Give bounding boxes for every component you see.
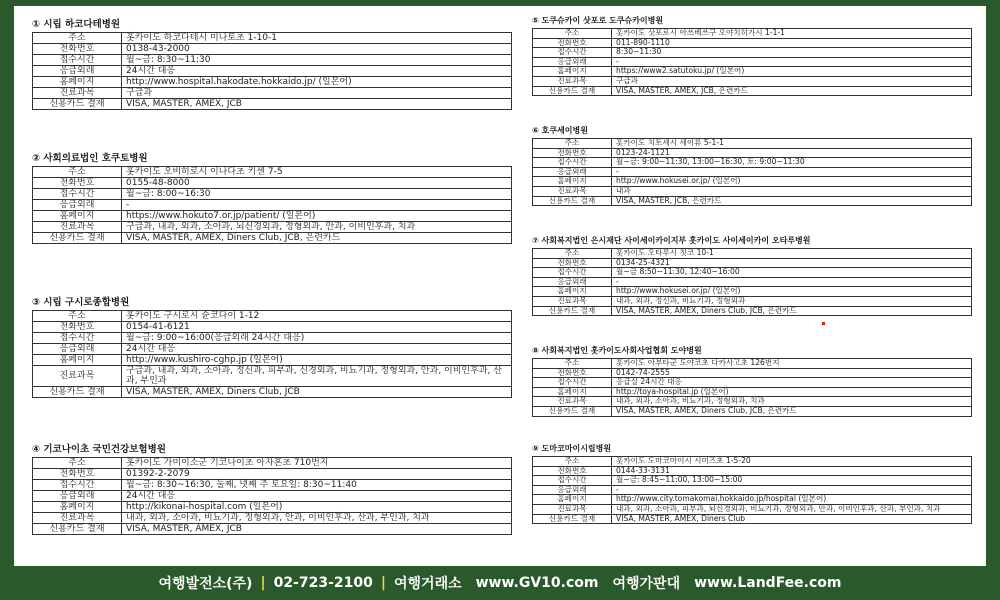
- field-value: 월~금: 8:00~16:30: [122, 189, 512, 200]
- hospital-block: [532, 124, 972, 206]
- hospital-title: ③ 시립 구시로종합병원: [32, 297, 130, 308]
- field-value: VISA, MASTER, AMEX, JCB: [122, 99, 512, 110]
- field-label: 신용카드 결재: [33, 99, 122, 110]
- field-value: 0155-48-8000: [122, 178, 512, 189]
- table-row: [533, 457, 972, 467]
- table-row: [33, 333, 512, 344]
- field-value: 0142-74-2555: [612, 368, 972, 378]
- hospital-block: [32, 18, 512, 110]
- table-row: [533, 268, 972, 278]
- table-row: [533, 167, 972, 177]
- field-value: 월~금: 8:30~11:30: [122, 55, 512, 66]
- field-value: 홋카이도 가미이소군 기코나이초 아자혼초 710번지: [122, 458, 512, 469]
- field-value: -: [612, 57, 972, 67]
- field-value: 홋카이도 오비히로시 이나다초 키센 7-5: [122, 167, 512, 178]
- field-label: 신용카드 결재: [533, 514, 612, 524]
- hospital-title: ① 시립 하코다테병원: [32, 19, 121, 30]
- field-label: 접수시간: [533, 158, 612, 168]
- field-label: 전화번호: [533, 258, 612, 268]
- table-row: [33, 200, 512, 211]
- field-label: 응급외래: [33, 491, 122, 502]
- hospital-info-table: [32, 310, 512, 398]
- table-row: [533, 406, 972, 416]
- hospital-info-table: [532, 358, 972, 417]
- table-row: [533, 177, 972, 187]
- table-row: [33, 311, 512, 322]
- phone-number[interactable]: 02-723-2100: [273, 575, 373, 591]
- table-row: [533, 359, 972, 369]
- field-value: -: [612, 167, 972, 177]
- field-value: 구급과, 내과, 외과, 소아과, 뇌신경외과, 정형외과, 안과, 이비인후과, 치과: [122, 222, 512, 233]
- field-value: 24시간 대응: [122, 344, 512, 355]
- table-row: [33, 502, 512, 513]
- field-label: 접수시간: [33, 189, 122, 200]
- field-label: 전화번호: [533, 466, 612, 476]
- hospital-block: [32, 296, 512, 398]
- table-row: [33, 480, 512, 491]
- field-value: 홋카이도 구시로시 슌코다이 1-12: [122, 311, 512, 322]
- table-row: [533, 158, 972, 168]
- table-row: [33, 387, 512, 398]
- hospital-title: ⑦ 사회복지법인 은시재단 사이세이카이지부 홋카이도 사이세이카이 오타루병원: [532, 236, 811, 245]
- field-value: 내과: [612, 186, 972, 196]
- field-value: -: [612, 277, 972, 287]
- table-row: [33, 366, 512, 387]
- field-label: 진료과목: [33, 88, 122, 99]
- field-value[interactable]: http://www.hokusei.or.jp/ (일본어): [612, 177, 972, 187]
- field-label: 홈페이지: [533, 287, 612, 297]
- field-value: 월~금: 8:45~11:00, 13:00~15:00: [612, 476, 972, 486]
- field-label: 홈페이지: [533, 495, 612, 505]
- table-row: [533, 514, 972, 524]
- hospital-info-table: [532, 248, 972, 316]
- table-row: [33, 233, 512, 244]
- table-row: [33, 344, 512, 355]
- field-value: VISA, MASTER, AMEX, Diners Club, JCB, 은련카드: [612, 406, 972, 416]
- document-page: [14, 6, 986, 566]
- field-value: 구급과: [122, 88, 512, 99]
- field-value: VISA, MASTER, AMEX, JCB, 은련카드: [612, 86, 972, 96]
- table-row: [33, 458, 512, 469]
- hospital-info-table: [32, 166, 512, 244]
- field-value: -: [122, 200, 512, 211]
- hospital-title: ② 사회의료법인 호쿠토병원: [32, 153, 148, 164]
- hospital-info-table: [32, 457, 512, 535]
- field-value: 응급실 24시간 대응: [612, 378, 972, 388]
- field-label: 신용카드 결재: [533, 86, 612, 96]
- field-label: 주소: [533, 29, 612, 39]
- field-label: 신용카드 결재: [33, 387, 122, 398]
- table-row: [33, 222, 512, 233]
- footer-site-2[interactable]: www.LandFee.com: [694, 575, 842, 591]
- field-value: 월~금: 9:00~16:00(응급외래 24시간 대응): [122, 333, 512, 344]
- field-value[interactable]: https://www2.satutoku.jp/ (일본어): [612, 67, 972, 77]
- table-row: [533, 378, 972, 388]
- field-value: 8:30~11:30: [612, 48, 972, 58]
- field-label: 신용카드 결재: [33, 524, 122, 535]
- hospital-info-table: [532, 138, 972, 206]
- hospital-block: [532, 234, 972, 316]
- field-value: 0144-33-3131: [612, 466, 972, 476]
- field-label: 전화번호: [33, 178, 122, 189]
- table-row: [33, 167, 512, 178]
- field-value: VISA, MASTER, AMEX, Diners Club: [612, 514, 972, 524]
- field-value: 0134-25-4321: [612, 258, 972, 268]
- table-row: [533, 466, 972, 476]
- field-label: 접수시간: [33, 480, 122, 491]
- field-value[interactable]: http://toya-hospital.jp (일본어): [612, 387, 972, 397]
- table-row: [33, 55, 512, 66]
- field-label: 전화번호: [533, 368, 612, 378]
- field-label: 전화번호: [33, 469, 122, 480]
- separator: |: [260, 575, 266, 591]
- field-label: 진료과목: [533, 76, 612, 86]
- field-value: VISA, MASTER, JCB, 은련카드: [612, 196, 972, 206]
- field-value: 월~금: 9:00~11:30, 13:00~16:30, 토: 9:00~11:30: [612, 158, 972, 168]
- field-value[interactable]: http://www.hospital.hakodate.hokkaido.jp/ (일본어): [122, 77, 512, 88]
- table-row: [33, 355, 512, 366]
- field-value: 홋카이도 오타루시 칫코 10-1: [612, 249, 972, 259]
- table-row: [533, 476, 972, 486]
- hospital-block: [532, 442, 972, 524]
- field-value: VISA, MASTER, AMEX, Diners Club, JCB: [122, 387, 512, 398]
- table-row: [33, 513, 512, 524]
- field-label: 응급외래: [533, 485, 612, 495]
- field-label: 홈페이지: [533, 67, 612, 77]
- field-label: 진료과목: [33, 513, 122, 524]
- field-label: 주소: [33, 33, 122, 44]
- field-label: 홈페이지: [533, 387, 612, 397]
- field-label: 주소: [533, 457, 612, 467]
- field-value: 내과, 외과, 정신과, 비뇨기과, 정형외과: [612, 296, 972, 306]
- table-row: [33, 491, 512, 502]
- table-row: [533, 196, 972, 206]
- hospital-info-table: [532, 456, 972, 524]
- hospital-block: [532, 14, 972, 96]
- table-row: [33, 178, 512, 189]
- table-row: [533, 296, 972, 306]
- table-row: [533, 48, 972, 58]
- table-row: [533, 504, 972, 514]
- table-row: [533, 57, 972, 67]
- hospital-info-table: [32, 32, 512, 110]
- hospital-title: ⑨ 도마코마이시립병원: [532, 444, 612, 453]
- field-label: 응급외래: [33, 200, 122, 211]
- field-label: 접수시간: [533, 476, 612, 486]
- table-row: [33, 88, 512, 99]
- field-label: 홈페이지: [533, 177, 612, 187]
- company-name: 여행발전소(주): [158, 576, 253, 592]
- field-label: 홈페이지: [33, 502, 122, 513]
- table-row: [33, 99, 512, 110]
- field-value[interactable]: http://kikonai-hospital.com (일본어): [122, 502, 512, 513]
- field-label: 전화번호: [33, 322, 122, 333]
- field-label: 전화번호: [533, 148, 612, 158]
- field-label: 접수시간: [533, 48, 612, 58]
- table-row: [33, 33, 512, 44]
- field-label: 주소: [33, 311, 122, 322]
- field-label: 응급외래: [33, 344, 122, 355]
- footer-item-2: 여행가판대: [612, 576, 681, 592]
- field-label: 응급외래: [33, 66, 122, 77]
- field-value: 월~금: 8:30~16:30, 둘째, 넷째 주 토요일: 8:30~11:40: [122, 480, 512, 491]
- field-label: 홈페이지: [33, 355, 122, 366]
- field-label: 주소: [533, 359, 612, 369]
- table-row: [533, 139, 972, 149]
- hospital-title: ⑤ 도쿠슈카이 삿포로 도쿠슈카이병원: [532, 16, 664, 25]
- field-label: 주소: [33, 167, 122, 178]
- field-label: 주소: [533, 139, 612, 149]
- table-row: [533, 249, 972, 259]
- table-row: [33, 66, 512, 77]
- table-row: [533, 38, 972, 48]
- field-value[interactable]: https://www.hokuto7.or.jp/patient/ (일본어): [122, 211, 512, 222]
- table-row: [533, 287, 972, 297]
- table-row: [33, 44, 512, 55]
- footer-site-1[interactable]: www.GV10.com: [475, 575, 599, 591]
- field-value: 내과, 외과, 소아과, 비뇨기과, 정형외과, 안과, 이비인후과, 산과, 부인과, 치과: [122, 513, 512, 524]
- table-row: [533, 277, 972, 287]
- hospital-block: [32, 152, 512, 244]
- table-row: [33, 524, 512, 535]
- field-value: 홋카이도 치토세시 세이류 5-1-1: [612, 139, 972, 149]
- field-label: 진료과목: [33, 222, 122, 233]
- field-label: 응급외래: [533, 277, 612, 287]
- field-label: 주소: [33, 458, 122, 469]
- field-value: 월~금 8:50~11:30, 12:40~16:00: [612, 268, 972, 278]
- field-value: VISA, MASTER, AMEX, Diners Club, JCB, 은련카드: [612, 306, 972, 316]
- table-row: [33, 211, 512, 222]
- field-value: VISA, MASTER, AMEX, JCB: [122, 524, 512, 535]
- field-value: -: [612, 485, 972, 495]
- red-mark: [822, 322, 825, 325]
- hospital-title: ④ 기코나이초 국민건강보험병원: [32, 444, 166, 455]
- table-row: [33, 322, 512, 333]
- hospital-info-table: [532, 28, 972, 96]
- field-value: 01392-2-2079: [122, 469, 512, 480]
- field-label: 홈페이지: [33, 211, 122, 222]
- field-value: 홋카이도 도마코마이시 시미즈초 1-5-20: [612, 457, 972, 467]
- table-row: [33, 469, 512, 480]
- table-row: [533, 67, 972, 77]
- field-label: 진료과목: [533, 504, 612, 514]
- footer-bar: [0, 566, 1000, 600]
- table-row: [533, 29, 972, 39]
- field-label: 응급외래: [533, 57, 612, 67]
- field-label: 신용카드 결재: [33, 233, 122, 244]
- field-value: 홋카이도 삿포로시 아쓰베쓰구 오야치히가시 1-1-1: [612, 29, 972, 39]
- field-value: 홋카이도 아부타군 도야코초 다카사고초 126번지: [612, 359, 972, 369]
- field-label: 진료과목: [533, 397, 612, 407]
- table-row: [533, 306, 972, 316]
- field-value: 홋카이도 하코다테시 미나토초 1-10-1: [122, 33, 512, 44]
- field-value[interactable]: http://www.kushiro-cghp.jp (일본어): [122, 355, 512, 366]
- field-label: 접수시간: [533, 268, 612, 278]
- footer-item-1: 여행거래소: [394, 576, 462, 592]
- field-value: 0154-41-6121: [122, 322, 512, 333]
- field-label: 주소: [533, 249, 612, 259]
- table-row: [33, 77, 512, 88]
- field-label: 진료과목: [33, 366, 122, 387]
- field-value: 내과, 외과, 소아과, 피부과, 뇌신경외과, 비뇨기과, 정형외과, 안과, 이비인후과, 산과, 부인과, 치과: [612, 504, 972, 514]
- hospital-block: [532, 344, 972, 417]
- field-value: 011-890-1110: [612, 38, 972, 48]
- field-label: 접수시간: [533, 378, 612, 388]
- field-value: 0138-43-2000: [122, 44, 512, 55]
- field-label: 접수시간: [33, 55, 122, 66]
- field-label: 신용카드 결재: [533, 306, 612, 316]
- table-row: [533, 258, 972, 268]
- table-row: [33, 189, 512, 200]
- field-label: 진료과목: [533, 186, 612, 196]
- field-value: 구급과: [612, 76, 972, 86]
- field-value: 내과, 외과, 소아과, 비뇨기과, 정형외과, 치과: [612, 397, 972, 407]
- field-value: 24시간 대응: [122, 491, 512, 502]
- field-label: 신용카드 결재: [533, 196, 612, 206]
- table-row: [533, 186, 972, 196]
- field-value: 24시간 대응: [122, 66, 512, 77]
- field-value: 0123-24-1121: [612, 148, 972, 158]
- field-value[interactable]: http://www.city.tomakomai.hokkaido.jp/hospital (일본어): [612, 495, 972, 505]
- field-label: 전화번호: [33, 44, 122, 55]
- field-label: 진료과목: [533, 296, 612, 306]
- table-row: [533, 76, 972, 86]
- field-label: 접수시간: [33, 333, 122, 344]
- field-value: 구급과, 내과, 외과, 소아과, 정신과, 피부과, 신경외과, 비뇨기과, 정형외과, 안과, 이비인후과, 산과, 부인과: [122, 366, 512, 387]
- field-label: 응급외래: [533, 167, 612, 177]
- hospital-block: [32, 443, 512, 535]
- table-row: [533, 86, 972, 96]
- hospital-title: ⑧ 사회복지법인 홋카이도사회사업협회 도야병원: [532, 346, 702, 355]
- field-label: 신용카드 결재: [533, 406, 612, 416]
- field-label: 전화번호: [533, 38, 612, 48]
- field-label: 홈페이지: [33, 77, 122, 88]
- table-row: [533, 368, 972, 378]
- separator: |: [380, 575, 386, 591]
- field-value: VISA, MASTER, AMEX, Diners Club, JCB, 은련카드: [122, 233, 512, 244]
- field-value[interactable]: http://www.hokusei.or.jp/ (일본어): [612, 287, 972, 297]
- hospital-title: ⑥ 호쿠세이병원: [532, 126, 588, 135]
